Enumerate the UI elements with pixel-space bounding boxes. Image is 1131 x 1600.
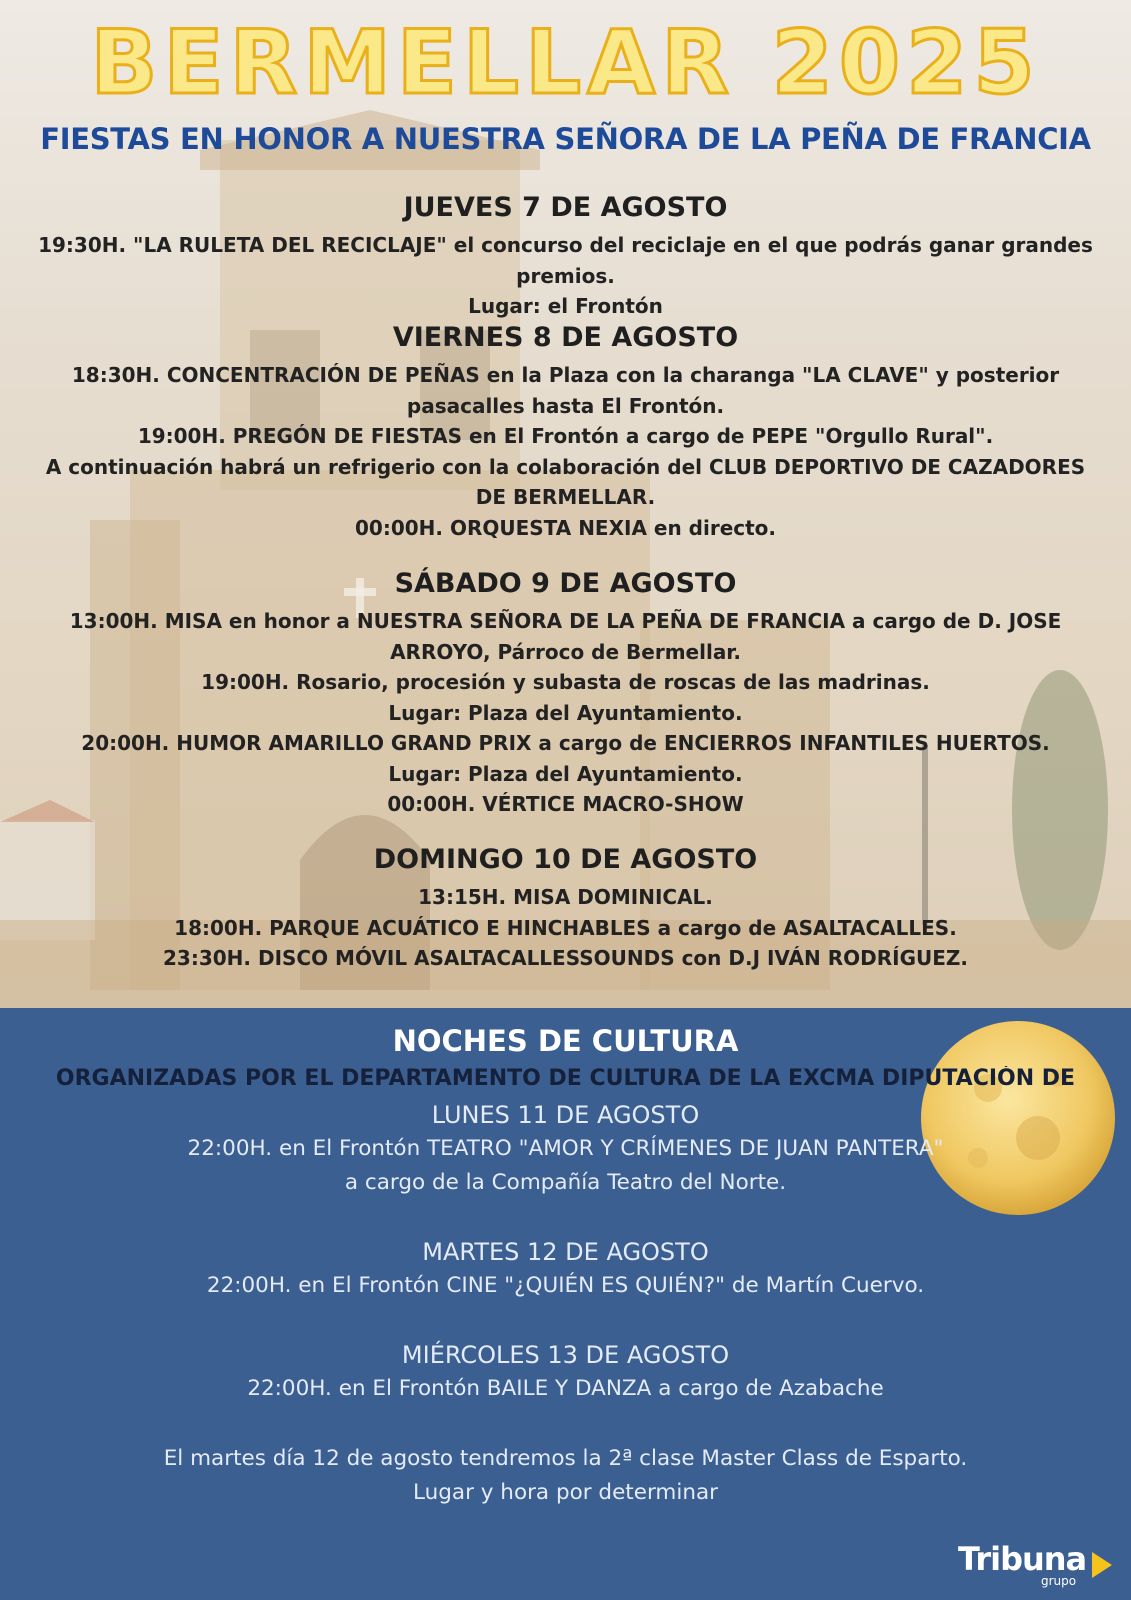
day-block-sabado	[0, 566, 1131, 820]
culture-event-line: 22:00H. en El Frontón BAILE Y DANZA a cargo de Azabache	[247, 1376, 884, 1401]
event-line: Lugar: el Frontón	[468, 294, 663, 318]
event-line: A continuación habrá un refrigerio con la colaboración del CLUB DEPORTIVO DE CAZADORES DE BERMELLAR.	[45, 454, 1086, 509]
event-line: 20:00H. HUMOR AMARILLO GRAND PRIX a cargo de ENCIERROS INFANTILES HUERTOS.	[81, 731, 1050, 755]
event-line: Lugar: Plaza del Ayuntamiento.	[388, 761, 743, 786]
culture-note-line: El martes día 12 de agosto tendremos la 2ª clase Master Class de Esparto.	[163, 1446, 968, 1471]
day-heading: JUEVES 7 DE AGOSTO	[403, 192, 728, 223]
day-block-jueves	[0, 190, 1131, 322]
culture-day-heading: MIÉRCOLES 13 DE AGOSTO	[401, 1341, 730, 1369]
culture-day-heading: LUNES 11 DE AGOSTO	[431, 1101, 700, 1129]
culture-event-lunes	[0, 1098, 1131, 1200]
event-line: 18:30H. CONCENTRACIÓN DE PEÑAS en la Plaza con la charanga "LA CLAVE" y posterior pasacalles hasta El Frontón.	[71, 363, 1060, 418]
culture-note-line: Lugar y hora por determinar	[413, 1480, 718, 1505]
event-line: 19:00H. PREGÓN DE FIESTAS en El Frontón a cargo de PEPE "Orgullo Rural".	[137, 424, 994, 448]
culture-organizer: ORGANIZADAS POR EL DEPARTAMENTO DE CULTURA DE LA EXCMA DIPUTACIÓN DE	[55, 1066, 1076, 1091]
logo-sub: grupo	[1041, 1574, 1077, 1588]
event-line: 23:30H. DISCO MÓVIL ASALTACALLESSOUNDS con D.J IVÁN RODRÍGUEZ.	[163, 946, 968, 970]
culture-day-heading: MARTES 12 DE AGOSTO	[422, 1238, 709, 1266]
culture-event-miercoles	[0, 1338, 1131, 1406]
event-line: 19:00H. Rosario, procesión y subasta de roscas de las madrinas.	[201, 670, 930, 694]
event-line: Lugar: Plaza del Ayuntamiento.	[388, 700, 743, 725]
event-line: 00:00H. ORQUESTA NEXIA en directo.	[354, 515, 777, 540]
day-block-domingo	[0, 842, 1131, 974]
poster-subtitle: FIESTAS EN HONOR A NUESTRA SEÑORA DE LA PEÑA DE FRANCIA	[40, 122, 1091, 156]
play-arrow-icon	[1092, 1552, 1112, 1578]
culture-event-line: 22:00H. en El Frontón CINE "¿QUIÉN ES QUIÉN?" de Martín Cuervo.	[206, 1273, 925, 1298]
culture-event-martes	[0, 1235, 1131, 1303]
day-heading: SÁBADO 9 DE AGOSTO	[394, 568, 737, 599]
event-line: 00:00H. VÉRTICE MACRO-SHOW	[387, 792, 744, 816]
day-heading: VIERNES 8 DE AGOSTO	[392, 322, 739, 353]
event-line: 19:30H. "LA RULETA DEL RECICLAJE" el concurso del reciclaje en el que podrás ganar grandes premios.	[38, 233, 1093, 288]
logo-name: Tribuna	[958, 1540, 1087, 1578]
culture-event-line: 22:00H. en El Frontón TEATRO "AMOR Y CRÍMENES DE JUAN PANTERA"	[187, 1136, 944, 1161]
tribuna-logo	[958, 1540, 1118, 1588]
event-line: 18:00H. PARQUE ACUÁTICO E HINCHABLES a cargo de ASALTACALLES.	[174, 915, 957, 940]
day-heading: DOMINGO 10 DE AGOSTO	[373, 844, 758, 875]
poster-title: BERMELLAR 2025	[90, 11, 1041, 114]
day-block-viernes	[0, 320, 1131, 543]
event-line: 13:00H. MISA en honor a NUESTRA SEÑORA DE LA PEÑA DE FRANCIA a cargo de D. JOSE ARROYO, Párroco de Bermellar.	[69, 609, 1062, 664]
culture-note	[0, 1442, 1131, 1510]
culture-event-line: a cargo de la Compañía Teatro del Norte.	[344, 1170, 787, 1195]
culture-title: NOCHES DE CULTURA	[392, 1024, 739, 1058]
event-line: 13:15H. MISA DOMINICAL.	[418, 885, 713, 909]
